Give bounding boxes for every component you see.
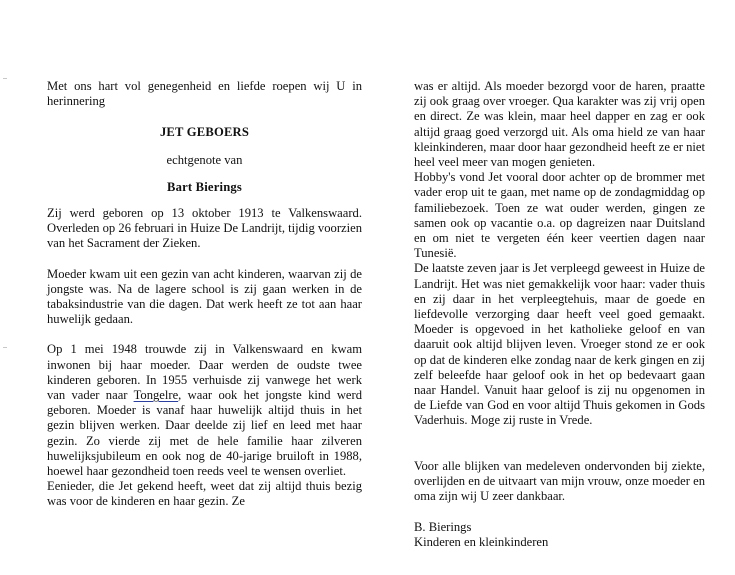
spouse-label: echtgenote van bbox=[166, 152, 243, 167]
thanks-paragraph: Voor alle blijken van medeleven ondervonden bij ziekte, overlijden en de uitvaart van mijn vrouw, onze moeder en oma zijn wij U zeer dankbaar. bbox=[414, 458, 705, 504]
character-paragraph: Eenieder, die Jet gekend heeft, weet dat zij altijd thuis bezig was voor de kinderen en haar gezin. Ze bbox=[47, 479, 362, 509]
youth-paragraph: Moeder kwam uit een gezin van acht kinderen, waarvan zij de jongste was. Na de lagere school is zij gaan werken in de tabaksindustrie van die dagen. Dat werk heeft ze tot aan haar huwelijk gedaan. bbox=[47, 266, 362, 327]
family-signature: Kinderen en kleinkinderen bbox=[414, 535, 549, 550]
hobbies-paragraph: Hobby's vond Jet vooral door achter op de brommer met vader erop uit te gaan, met name op de zondagmiddag op familiebezoek. Toen ze wat ouder werden, gingen ze samen ook op vacantie o.a. op dagreizen naar Duitsland en om niet te vergeten één keer veertien dagen naar Tunesië. bbox=[414, 170, 705, 261]
right-column bbox=[414, 79, 705, 551]
spouse-name: Bart Bierings bbox=[166, 179, 242, 194]
character-continued-paragraph: was er altijd. Als moeder bezorgd voor de haren, praatte zij ook graag over vroeger. Qua karakter was zij vrij open en direct. Ze was klein, maar heel dapper en zag er ook altijd graag goed verzorgd uit. Als oma hield ze van haar kleinkinderen, maar door haar gezondheid heeft ze er niet heel veel meer van mogen genieten. bbox=[414, 79, 705, 170]
marriage-text-a: Op 1 mei 1948 trouwde zij in Valkenswaard en kwam inwonen bij haar moeder. Daar werden de oudste twee kinderen geboren. In 1955 verhuisde zij vanwege het werk van vader naar bbox=[47, 342, 362, 403]
place-tongelre: Tongelre bbox=[133, 388, 179, 403]
birth-death-paragraph: Zij werd geboren op 13 oktober 1913 te Valkenswaard. Overleden op 26 februari in Huize De Landrijt, tijdig voorzien van het Sacrament der Zieken. bbox=[47, 206, 362, 251]
marriage-text-b: , waar ook het jongste kind werd geboren. Moeder is vanaf haar huwelijk altijd thuis in het gezin blijven werken. Daar deelde zij lief en leed met haar gezin. Zo vierde zij met de hele familie haar zilveren huwelijksjubileum en ook nog de 40-jarige bruiloft in 1988, hoewel haar gezondheid toen reeds veel te wensen overliet. bbox=[47, 388, 362, 479]
left-column bbox=[47, 79, 362, 510]
last-years-paragraph: De laatste zeven jaar is Jet verpleegd geweest in Huize de Landrijt. Het was niet gemakkelijk voor haar: vader thuis en zij daar in het verpleegtehuis, maar de goede en liefdevolle verzorging daar heeft veel goed gemaakt. Moeder is opgevoed in het katholieke geloof en van daaruit ook altijd blijven leven. Vroeger stond ze er ook op dat de kinderen elke zondag naar de kerk gingen en zij zelf beleefde haar geloof ook in het op bedevaart gaan naar Handel. Vanuit haar geloof is zij nu opgenomen in de Liefde van God en voor altijd Thuis gekomen in Gods Vaderhuis. Moge zij ruste in Vrede. bbox=[414, 261, 705, 428]
signer-name: B. Bierings bbox=[414, 520, 472, 535]
marriage-paragraph bbox=[47, 342, 362, 479]
intro-text: Met ons hart vol genegenheid en liefde roepen wij U in herinnering bbox=[47, 79, 362, 109]
margin-mark bbox=[3, 347, 7, 348]
deceased-name: JET GEBOERS bbox=[159, 125, 250, 140]
margin-mark bbox=[3, 78, 7, 79]
